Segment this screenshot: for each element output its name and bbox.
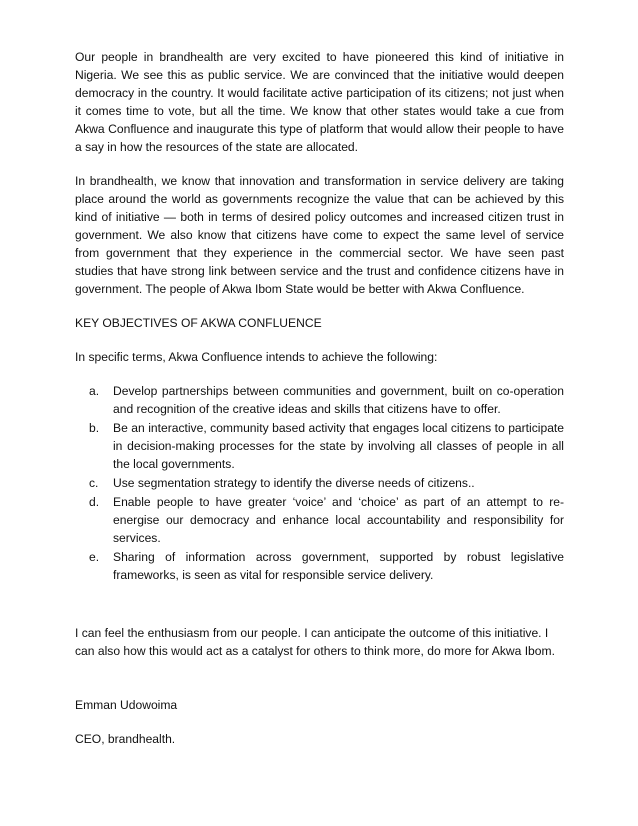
list-item bbox=[75, 548, 564, 584]
list-item bbox=[75, 419, 564, 473]
list-item-text: Develop partnerships between communities and government, built on co-operation and recognition of the creative ideas and skills that citizens have to offer. bbox=[113, 384, 564, 416]
list-item-text: Sharing of information across government, supported by robust legislative frameworks, is seen as vital for responsible service delivery. bbox=[113, 550, 564, 582]
list-item bbox=[75, 382, 564, 418]
signature-title: CEO, brandhealth. bbox=[75, 732, 176, 746]
list-item bbox=[75, 474, 564, 492]
list-marker: a. bbox=[89, 384, 100, 398]
list-marker: e. bbox=[89, 550, 100, 564]
list-item bbox=[75, 493, 564, 547]
list-item-text: Be an interactive, community based activity that engages local citizens to participate in decision-making processes for the state by involving all classes of people in all the local governments. bbox=[113, 421, 564, 471]
paragraph-intro: Our people in brandhealth are very excited to have pioneered this kind of initiative in Nigeria. We see this as public service. We are convinced that the initiative would deepen democracy in the country. It would facilitate active participation of its citizens; not just when it comes time to vote, but all the time. We know that other states would take a cue from Akwa Confluence and inaugurate this type of platform that would allow their people to have a say in how the resources of the state are allocated. bbox=[75, 50, 564, 154]
list-marker: d. bbox=[89, 495, 100, 509]
list-marker: b. bbox=[89, 421, 100, 435]
paragraph-innovation: In brandhealth, we know that innovation and transformation in service delivery are taking place around the world as governments recognize the value that can be achieved by this kind of initiative — both in terms of desired policy outcomes and increased citizen trust in government. We also know that citizens have come to expect the same level of service from government that they experience in the commercial sector. We have seen past studies that have strong link between service and the trust and confidence citizens have in government. The people of Akwa Ibom State would be better with Akwa Confluence. bbox=[75, 174, 564, 296]
list-item-text: Use segmentation strategy to identify the diverse needs of citizens.. bbox=[113, 476, 475, 490]
section-heading: KEY OBJECTIVES OF AKWA CONFLUENCE bbox=[75, 316, 322, 330]
signature-name: Emman Udowoima bbox=[75, 698, 178, 712]
list-item-text: Enable people to have greater ‘voice’ and ‘choice’ as part of an attempt to re-energise our democracy and enhance local accountability and responsibility for services. bbox=[113, 495, 564, 545]
objectives-intro: In specific terms, Akwa Confluence intends to achieve the following: bbox=[75, 350, 438, 364]
document-page bbox=[75, 48, 564, 764]
closing-paragraph: I can feel the enthusiasm from our people. I can anticipate the outcome of this initiative. I can also how this would act as a catalyst for others to think more, do more for Akwa Ibom. bbox=[75, 626, 555, 658]
objectives-list bbox=[75, 382, 564, 584]
list-marker: c. bbox=[89, 476, 99, 490]
